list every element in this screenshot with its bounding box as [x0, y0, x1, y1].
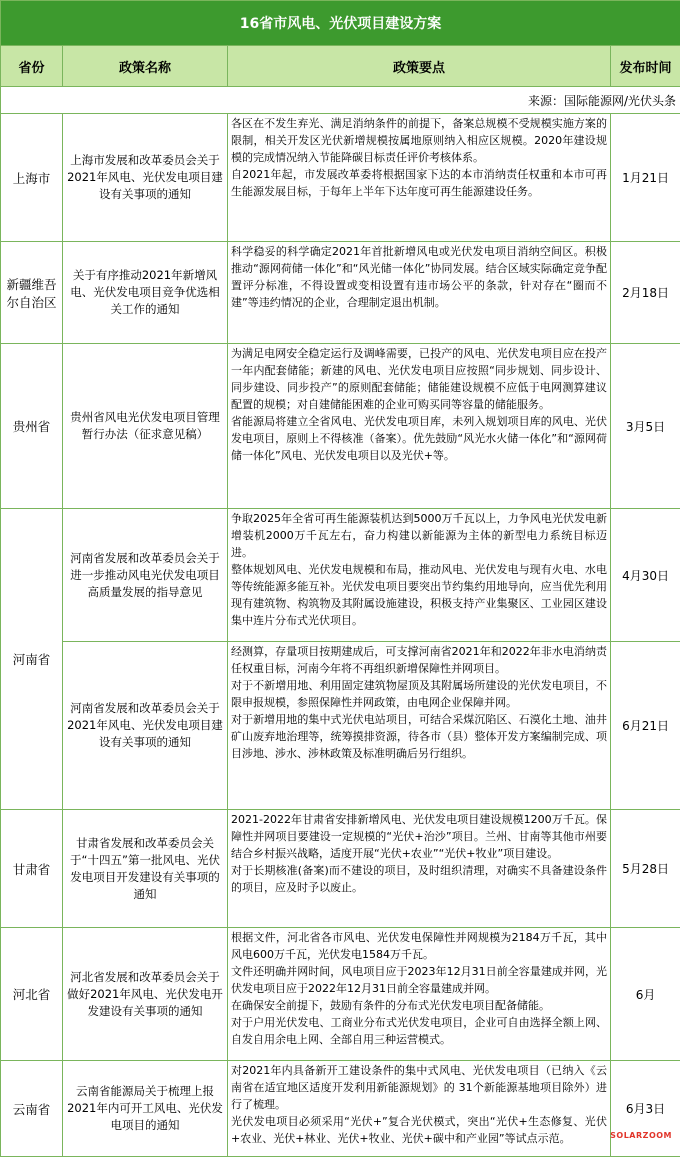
policy-points-cell	[228, 242, 611, 344]
province-cell: 甘肃省	[1, 810, 63, 928]
table-row	[1, 928, 680, 1061]
source-note: 来源：国际能源网/光伏头条	[1, 87, 680, 114]
policy-point: 经测算，存量项目按期建成后，可支撑河南省2021年和2022年非水电消纳责任权重目标，河南今年将不再组织新增保障性并网项目。	[231, 645, 607, 675]
header-policy-name: 政策名称	[63, 46, 228, 87]
date-cell: 2月18日	[611, 242, 680, 344]
table-row	[1, 344, 680, 509]
solarzoom-watermark: SOLARZOOM	[610, 1131, 672, 1140]
date-cell: 1月21日	[611, 114, 680, 242]
policy-point: 对于不新增用地、利用固定建筑物屋顶及其附属场所建设的光伏发电项目，不限申报规模，参照保障性并网政策，由电网企业保障并网。	[231, 679, 607, 709]
policy-name-cell: 关于有序推动2021年新增风电、光伏发电项目竞争优选相关工作的通知	[63, 242, 228, 344]
table-row	[1, 1061, 680, 1157]
table-row	[1, 242, 680, 344]
province-cell: 河北省	[1, 928, 63, 1061]
province-cell: 上海市	[1, 114, 63, 242]
policy-point: 争取2025年全省可再生能源装机达到5000万千瓦以上，力争风电光伏发电新增装机2000万千瓦左右，奋力构建以新能源为主体的新型电力系统目标迈进。	[231, 512, 607, 559]
policy-points-cell	[228, 344, 611, 509]
province-cell: 新疆维吾尔自治区	[1, 242, 63, 344]
policy-point: 对于长期核准(备案)而不建设的项目，及时组织清理，对确实不具备建设条件的项目，应及时予以废止。	[231, 864, 607, 894]
policy-point: 根据文件，河北省各市风电、光伏发电保障性并网规模为2184万千瓦，其中风电600万千瓦，光伏发电1584万千瓦。	[231, 931, 607, 961]
policy-points-cell	[228, 642, 611, 810]
policy-point: 文件还明确并网时间，风电项目应于2023年12月31日前全容量建成并网，光伏发电项目应于2022年12月31日前全容量建成并网。	[231, 965, 607, 995]
policy-point: 自2021年起，市发展改革委将根据国家下达的本市消纳责任权重和本市可再生能源发展目标，于每年上半年下达年度可再生能源建设任务。	[231, 168, 607, 198]
policy-point: 在确保安全前提下，鼓励有条件的分布式光伏发电项目配备储能。	[231, 999, 550, 1012]
policy-points-cell	[228, 1061, 611, 1157]
header-province: 省份	[1, 46, 63, 87]
policy-point: 光伏发电项目必须采用“光伏+”复合光伏模式，突出“光伏+生态修复、光伏+农业、光伏+林业、光伏+牧业、光伏+碳中和产业园”等试点示范。	[231, 1115, 607, 1145]
policy-name-cell: 贵州省风电光伏发电项目管理暂行办法（征求意见稿）	[63, 344, 228, 509]
policy-points-cell	[228, 928, 611, 1061]
policy-name-cell: 河南省发展和改革委员会关于2021年风电、光伏发电项目建设有关事项的通知	[63, 642, 228, 810]
date-cell: 3月5日	[611, 344, 680, 509]
header-publish-date: 发布时间	[611, 46, 680, 87]
policy-points-cell	[228, 810, 611, 928]
policy-point: 整体规划风电、光伏发电规模和布局，推动风电、光伏发电与现有火电、水电等传统能源多能互补。光伏发电项目要突出节约集约用地导向，应当优先利用现有建筑物、构筑物及其附属设施建设，积极支持产业集聚区、工业园区建设集中连片分布式光伏项目。	[231, 563, 607, 627]
policy-point: 对2021年内具备新开工建设条件的集中式风电、光伏发电项目（已纳入《云南省在适宜地区适度开发利用新能源规划》的 31个新能源基地项目除外）进行了梳理。	[231, 1064, 607, 1111]
table-row	[1, 642, 680, 810]
policy-name-cell: 上海市发展和改革委员会关于2021年风电、光伏发电项目建设有关事项的通知	[63, 114, 228, 242]
policy-point: 各区在不发生弃光、满足消纳条件的前提下，备案总规模不受规模实施方案的限制，相关开发区光伏新增规模按属地原则纳入相应区规模。2020年建设规模的完成情况纳入节能降碳目标责任评价考核体系。	[231, 117, 607, 164]
policy-point: 科学稳妥的科学确定2021年首批新增风电或光伏发电项目消纳空间区。积极推动“源网荷储一体化”和“风光储一体化”协同发展。结合区域实际确定竞争配置评分标准，不得设置或变相设置有违市场公平的条款，针对存在“圈而不建”等违约情况的企业，合理制定退出机制。	[231, 245, 607, 309]
date-cell: 4月30日	[611, 509, 680, 642]
policy-name-cell: 云南省能源局关于梳理上报2021年内可开工风电、光伏发电项目的通知	[63, 1061, 228, 1157]
table-row	[1, 810, 680, 928]
policy-name-cell: 甘肃省发展和改革委员会关于“十四五”第一批风电、光伏发电项目开发建设有关事项的通知	[63, 810, 228, 928]
province-cell: 云南省	[1, 1061, 63, 1157]
policy-name-cell: 河北省发展和改革委员会关于做好2021年风电、光伏发电开发建设有关事项的通知	[63, 928, 228, 1061]
policy-point: 省能源局将建立全省风电、光伏发电项目库，未列入规划项目库的风电、光伏发电项目，原则上不得核准（备案）。优先鼓励“风光水火储一体化”和“源网荷储一体化”风电、光伏发电项目以及光伏+等。	[231, 415, 607, 462]
table-row	[1, 509, 680, 642]
policy-name-cell: 河南省发展和改革委员会关于进一步推动风电光伏发电项目高质量发展的指导意见	[63, 509, 228, 642]
date-cell: 6月3日	[611, 1061, 680, 1157]
date-cell: 5月28日	[611, 810, 680, 928]
policy-point: 对于新增用地的集中式光伏电站项目，可结合采煤沉陷区、石漠化土地、油井矿山废弃地治理等，统筹摸排资源，待各市（县）整体开发方案编制完成、项目涉地、涉水、涉林政策及标准明确后另行组织。	[231, 713, 607, 760]
policy-points-cell	[228, 509, 611, 642]
header-policy-points: 政策要点	[228, 46, 611, 87]
province-cell: 贵州省	[1, 344, 63, 509]
table-row	[1, 114, 680, 242]
date-cell: 6月	[611, 928, 680, 1061]
policy-points-cell	[228, 114, 611, 242]
policy-point: 2021-2022年甘肃省安排新增风电、光伏发电项目建设规模1200万千瓦。保障性并网项目要建设一定规模的“光伏+治沙”项目。兰州、甘南等其他市州要结合乡村振兴战略，适度开展“光伏+农业”“光伏+牧业”项目建设。	[231, 813, 607, 860]
policy-point: 为满足电网安全稳定运行及调峰需要，已投产的风电、光伏发电项目应在投产一年内配套储能；新建的风电、光伏发电项目应按照“同步规划、同步设计、同步建设、同步投产”的原则配套储能；储能建设规模不应低于电网测算建议配置的规模；对自建储能困难的企业可购买同等容量的储能服务。	[231, 347, 607, 411]
table-title: 16省市风电、光伏项目建设方案	[1, 1, 680, 46]
date-cell: 6月21日	[611, 642, 680, 810]
policy-point: 对于户用光伏发电、工商业分布式光伏发电项目，企业可自由选择全额上网、自发自用余电上网、全部自用三种运营模式。	[231, 1016, 607, 1046]
province-cell: 河南省	[1, 509, 63, 810]
